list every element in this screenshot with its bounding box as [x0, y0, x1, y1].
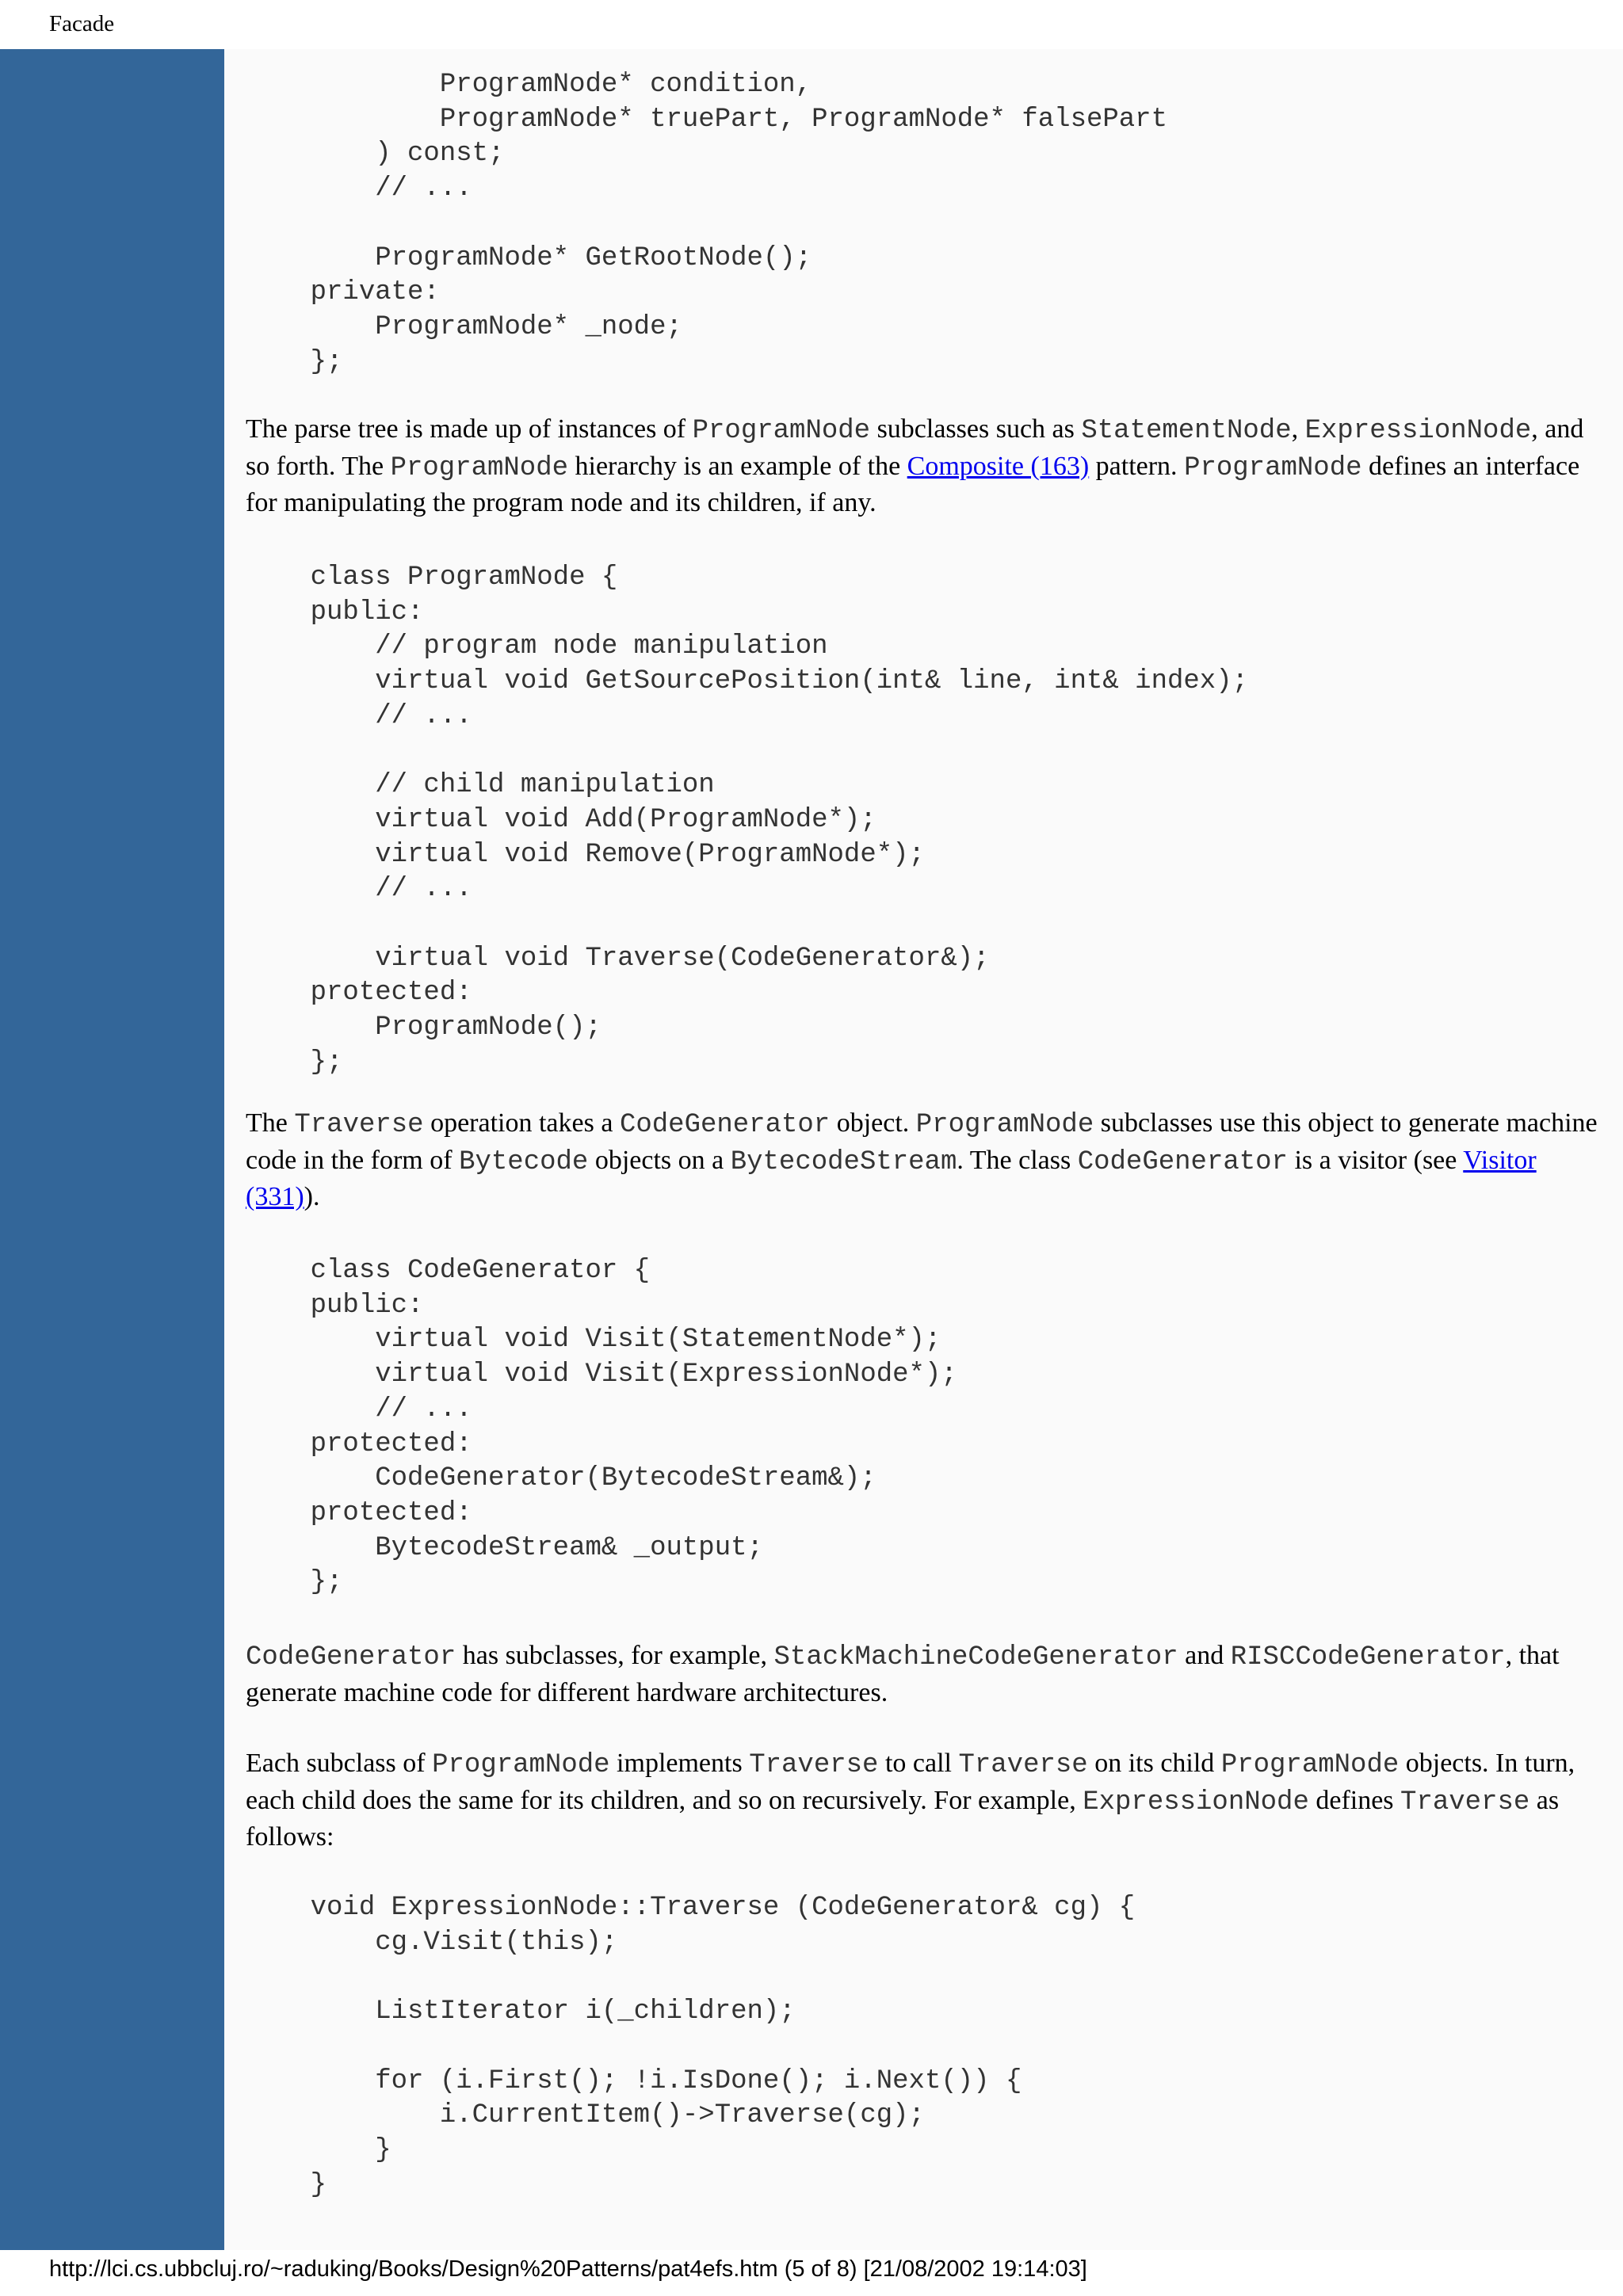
code-block-traverse-impl: void ExpressionNode::Traverse (CodeGenerator& cg) { cg.Visit(this); ListIterator i(_children); for (i.First(); !i.IsDone(); i.Next()) { i.CurrentItem()->Traverse(cg); } }	[310, 1893, 1136, 2200]
page-title: Facade	[49, 11, 115, 36]
code-block-codegenerator: class CodeGenerator { public: virtual void Visit(StatementNode*); virtual void Visit(ExpressionNode*); // ... protected: CodeGenerator(BytecodeStream&); protected: BytecodeStream& _output; };	[310, 1256, 957, 1598]
paragraph-parse-tree: The parse tree is made up of instances of ProgramNode subclasses such as StatementNode, ExpressionNode, and so forth. The ProgramNode hierarchy is an example of the Composite (163) pattern. ProgramNode defines an interface for manipulating the program node and its children, if any.	[246, 414, 1584, 518]
footer-url: http://lci.cs.ubbcluj.ro/~raduking/Books/Design%20Patterns/pat4efs.htm (5 of 8) [21/08/2002 19:14:03]	[49, 2256, 1087, 2282]
code-block-facade-tail: ProgramNode* condition, ProgramNode* truePart, ProgramNode* falsePart ) const; // ... ProgramNode* GetRootNode(); private: ProgramNode* _node; };	[310, 70, 1167, 377]
composite-link[interactable]: Composite (163)	[907, 451, 1090, 481]
paragraph-traverse: The Traverse operation takes a CodeGenerator object. ProgramNode subclasses use this object to generate machine code in the form of Bytecode objects on a BytecodeStream. The class CodeGenerator is a visitor (see Visitor (331)).	[246, 1108, 1598, 1212]
code-block-programnode: class ProgramNode { public: // program node manipulation virtual void GetSourcePosition(int& line, int& index); // ... // child manipulation virtual void Add(ProgramNode*); virtual void Remove(ProgramNode*); // ... virtual void Traverse(CodeGenerator&); protected: ProgramNode(); };	[310, 563, 1249, 1077]
sidebar	[0, 49, 224, 2250]
paragraph-each-subclass: Each subclass of ProgramNode implements Traverse to call Traverse on its child ProgramNode objects. In turn, each child does the same for its children, and so on recursively. For example, ExpressionNode defines Traverse as follows:	[246, 1749, 1575, 1852]
paragraph-codegenerator-subclasses: CodeGenerator has subclasses, for example, StackMachineCodeGenerator and RISCCodeGenerator, that generate machine code for different hardware architectures.	[246, 1641, 1560, 1707]
visitor-link[interactable]: Visitor (331)	[246, 1145, 1537, 1212]
